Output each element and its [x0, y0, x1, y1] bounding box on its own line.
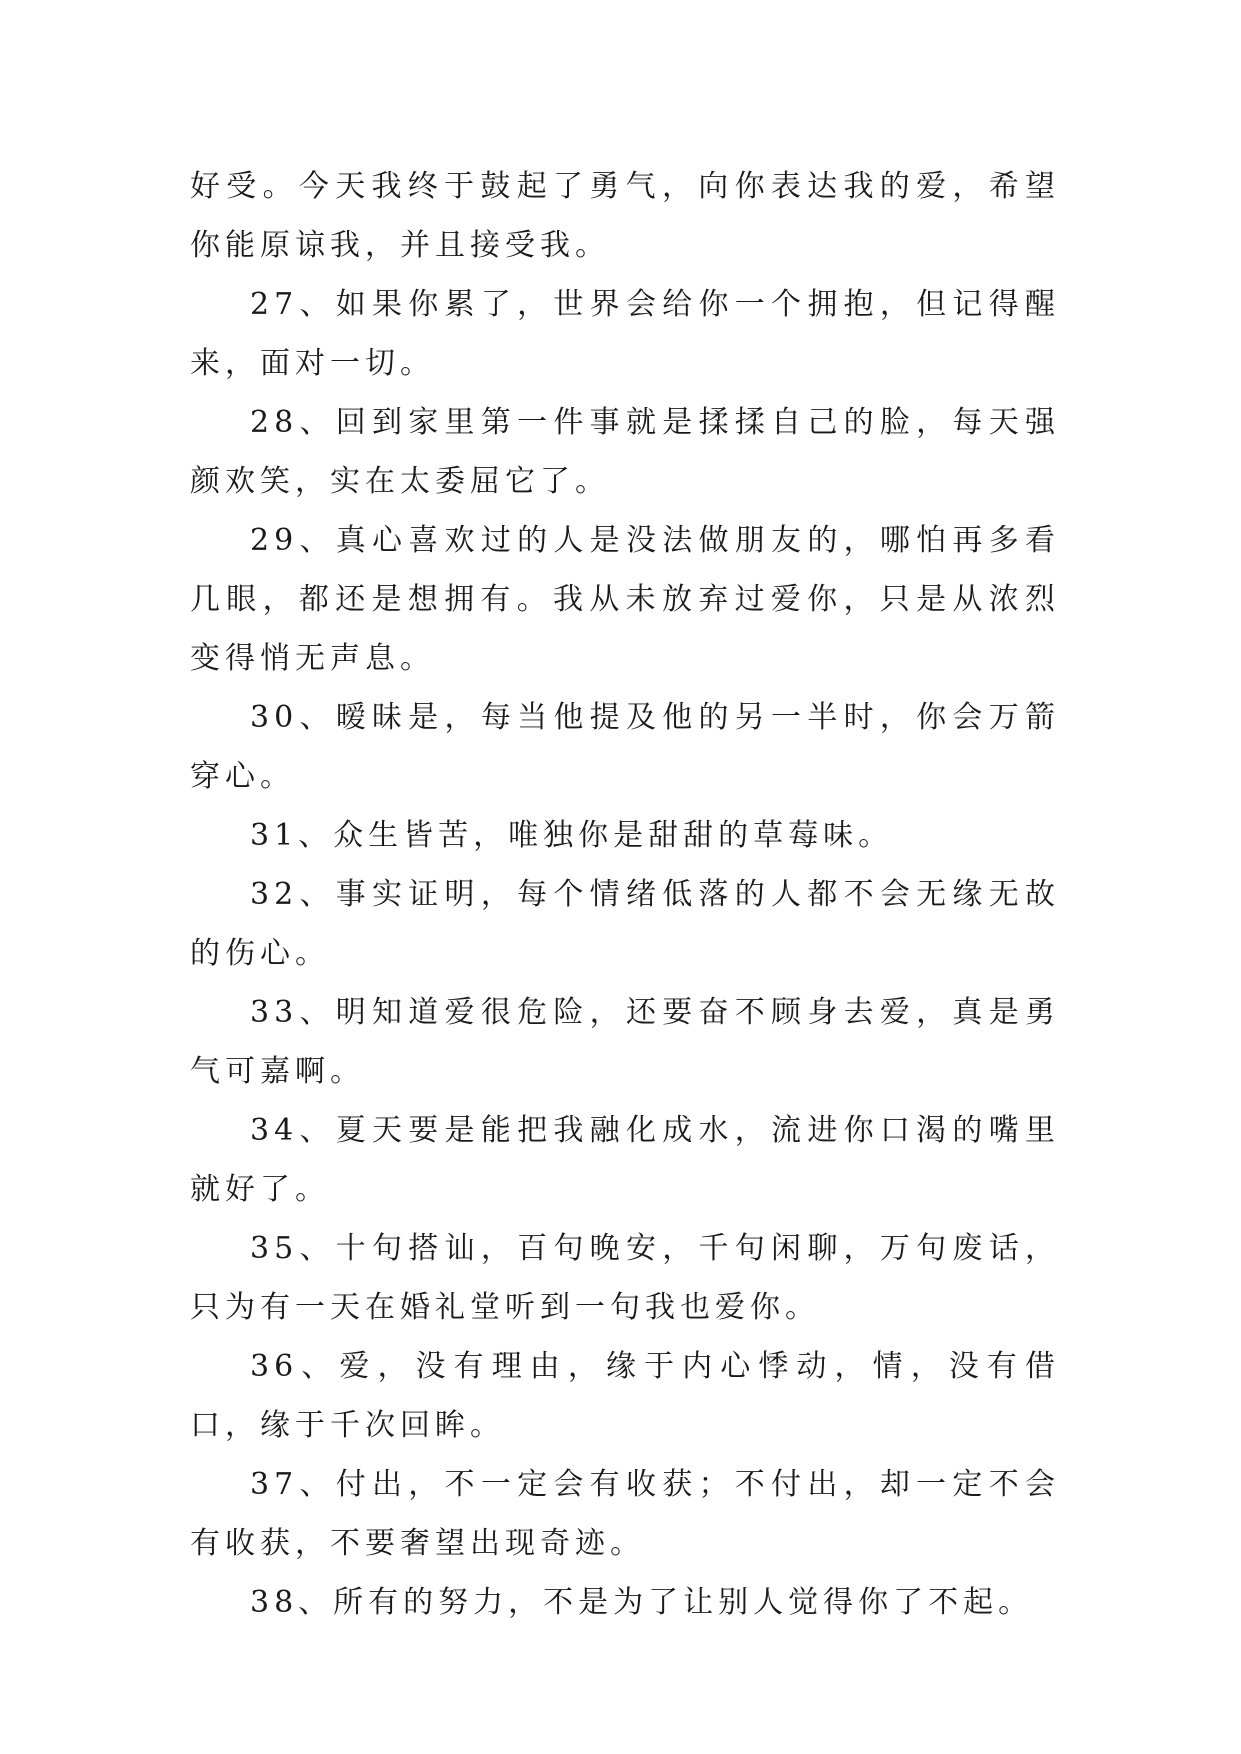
paragraph-38: 38、所有的努力，不是为了让别人觉得你了不起。 — [250, 1585, 1034, 1620]
paragraph-29: 29、真心喜欢过的人是没法做朋友的，哪怕再多看几眼，都还是想拥有。我从未放弃过爱你，只是从浓烈变得悄无声息。 — [190, 523, 1060, 676]
paragraph-35: 35、十句搭讪，百句晚安，千句闲聊，万句废话，只为有一天在婚礼堂听到一句我也爱你。 — [190, 1231, 1060, 1325]
paragraph-continuation: 好受。今天我终于鼓起了勇气，向你表达我的爱，希望你能原谅我，并且接受我。 — [190, 169, 1060, 263]
paragraph-36: 36、爱，没有理由，缘于内心悸动，情，没有借口，缘于千次回眸。 — [190, 1349, 1060, 1443]
document-body — [190, 157, 1060, 1632]
paragraph-34: 34、夏天要是能把我融化成水，流进你口渴的嘴里就好了。 — [190, 1113, 1060, 1207]
paragraph-33: 33、明知道爱很危险，还要奋不顾身去爱，真是勇气可嘉啊。 — [190, 995, 1060, 1089]
paragraph-30: 30、暧昧是，每当他提及他的另一半时，你会万箭穿心。 — [190, 700, 1060, 794]
paragraph-32: 32、事实证明，每个情绪低落的人都不会无缘无故的伤心。 — [190, 877, 1060, 971]
paragraph-28: 28、回到家里第一件事就是揉揉自己的脸，每天强颜欢笑，实在太委屈它了。 — [190, 405, 1060, 499]
paragraph-31: 31、众生皆苦，唯独你是甜甜的草莓味。 — [250, 818, 894, 853]
paragraph-27: 27、如果你累了，世界会给你一个拥抱，但记得醒来，面对一切。 — [190, 287, 1060, 381]
paragraph-37: 37、付出，不一定会有收获；不付出，却一定不会有收获，不要奢望出现奇迹。 — [190, 1467, 1060, 1561]
